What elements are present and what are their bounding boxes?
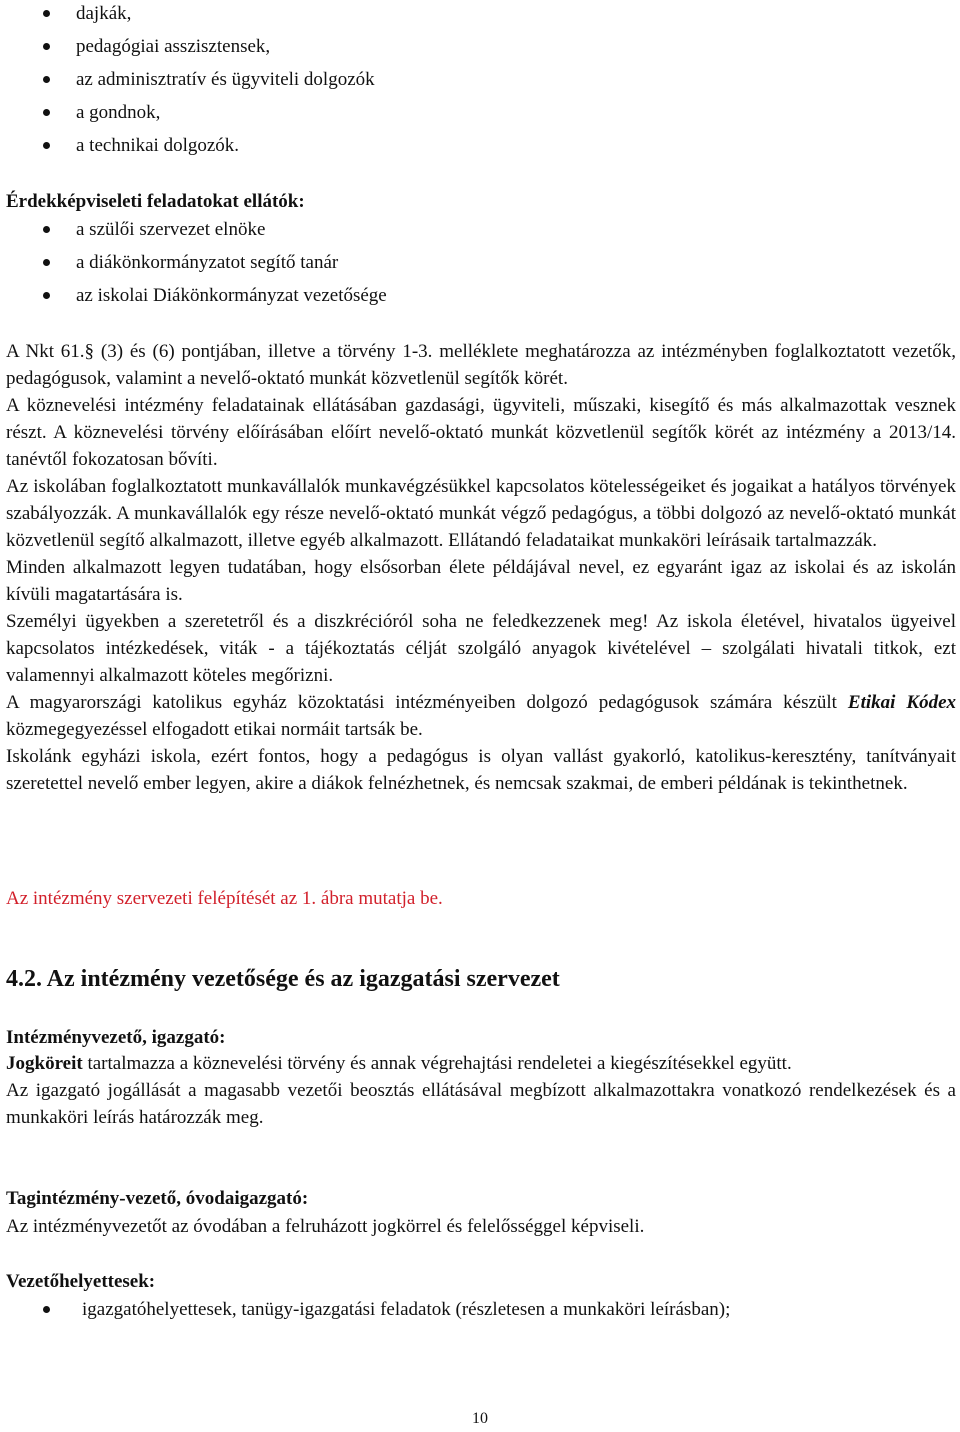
paragraph-munkavallalok: Az iskolában foglalkoztatott munkavállalók munkavégzésükkel kapcsolatos kötelességeiket és jogaikat a hatályos törvények szabályozzák. A munkavállalók egy része nevelő-oktató munkát végző pedagógus, a többi dolgozó az nevelő-oktató munkát közvetlenül segítő alkalmazott, illetve egyéb alkalmazott. Ellátandó feladataikat munkaköri leírásaik tartalmazzák. bbox=[6, 476, 956, 551]
list-item: az iskolai Diákönkormányzat vezetősége bbox=[0, 282, 960, 315]
paragraph-diszkrecio: Személyi ügyekben a szeretetről és a diszkrécióról soha ne feledkezzenek meg! Az iskola életével, hivatalos ügyeivel kapcsolatos intézkedések, viták - a tájékoztatás célját szolgáló anyagok kivételével – szolgálati hivatali titkok, ezt valamennyi alkalmazott köteles megőrizni. bbox=[6, 611, 956, 686]
vezetohelyettesek-heading: Vezetőhelyettesek: bbox=[6, 1271, 156, 1292]
tagintezmeny-heading: Tagintézmény-vezető, óvodaigazgató: bbox=[6, 1188, 309, 1209]
tagintezmeny-text: Az intézményvezetőt az óvodában a felruházott jogkörrel és felelősséggel képviseli. bbox=[6, 1216, 645, 1237]
list-item: a diákönkormányzatot segítő tanár bbox=[0, 249, 960, 282]
text-run: közmegegyezéssel elfogadott etikai normáit tartsák be. bbox=[6, 719, 423, 740]
staff-list bbox=[0, 0, 960, 165]
etikai-kodex-emphasis: Etikai Kódex bbox=[847, 692, 956, 713]
list-item: pedagógiai asszisztensek, bbox=[0, 33, 960, 66]
jogkorei-bold: Jogköreit bbox=[6, 1053, 83, 1074]
vezetohelyettesek-list bbox=[0, 1296, 960, 1329]
page-number: 10 bbox=[472, 1410, 488, 1427]
text-run: tartalmazza a köznevelési törvény és annak végrehajtási rendeletei a kiegészítésekkel együtt. bbox=[82, 1053, 792, 1074]
paragraph-etikai-kodex bbox=[6, 689, 956, 743]
paragraph-kozneveles: A köznevelési intézmény feladatainak ellátásában gazdasági, ügyviteli, műszaki, kisegítő és más alkalmazottak vesznek részt. A köznevelési törvény előírásában előírt nevelő-oktató munkát közvetlenül segítők körét az intézmény a 2013/14. tanévtől fokozatosan bővíti. bbox=[6, 395, 956, 470]
list-item: igazgatóhelyettesek, tanügy-igazgatási feladatok (részletesen a munkaköri leírásban); bbox=[0, 1296, 960, 1329]
paragraph-jogallas: Az igazgató jogállását a magasabb vezetői beosztás ellátásával megbízott alkalmazottakra vonatkozó rendelkezések és a munkaköri leírás határozzák meg. bbox=[6, 1080, 956, 1128]
paragraph-nkt: A Nkt 61.§ (3) és (6) pontjában, illetve a törvény 1-3. melléklete meghatározza az intézményben foglalkoztatott vezetők, pedagógusok, valamint a nevelő-oktató munkát közvetlenül segítők körét. bbox=[6, 341, 956, 389]
body-text bbox=[6, 338, 956, 797]
list-item: dajkák, bbox=[0, 0, 960, 33]
list-item: a gondnok, bbox=[0, 99, 960, 132]
erdek-heading: Érdekképviseleti feladatokat ellátók: bbox=[6, 191, 305, 212]
list-item: a szülői szervezet elnöke bbox=[0, 216, 960, 249]
section-title: 4.2. Az intézmény vezetősége és az igazgatási szervezet bbox=[6, 966, 560, 992]
erdek-list bbox=[0, 216, 960, 315]
list-item: az adminisztratív és ügyviteli dolgozók bbox=[0, 66, 960, 99]
paragraph-pelda: Minden alkalmazott legyen tudatában, hogy elsősorban élete példájával nevel, ez egyaránt igaz az iskolai és az iskolán kívüli magatartására is. bbox=[6, 557, 956, 605]
intezmenyvezeto-heading: Intézményvezető, igazgató: bbox=[6, 1027, 226, 1048]
paragraph-egyhazi: Iskolánk egyházi iskola, ezért fontos, hogy a pedagógus is olyan vallást gyakorló, katolikus-keresztény, tanítványait szeretettel nevelő ember legyen, akire a diákok felnézhetnek, és nemcsak szakmai, de emberi példának is tekinthetnek. bbox=[6, 746, 956, 794]
paragraph-jogkorei bbox=[6, 1050, 956, 1077]
list-item: a technikai dolgozók. bbox=[0, 132, 960, 165]
text-run: A magyarországi katolikus egyház közoktatási intézményeiben dolgozó pedagógusok számára készült bbox=[6, 692, 848, 713]
intezmenyvezeto-text bbox=[6, 1050, 956, 1131]
figure-reference-note: Az intézmény szervezeti felépítését az 1. ábra mutatja be. bbox=[6, 888, 443, 909]
